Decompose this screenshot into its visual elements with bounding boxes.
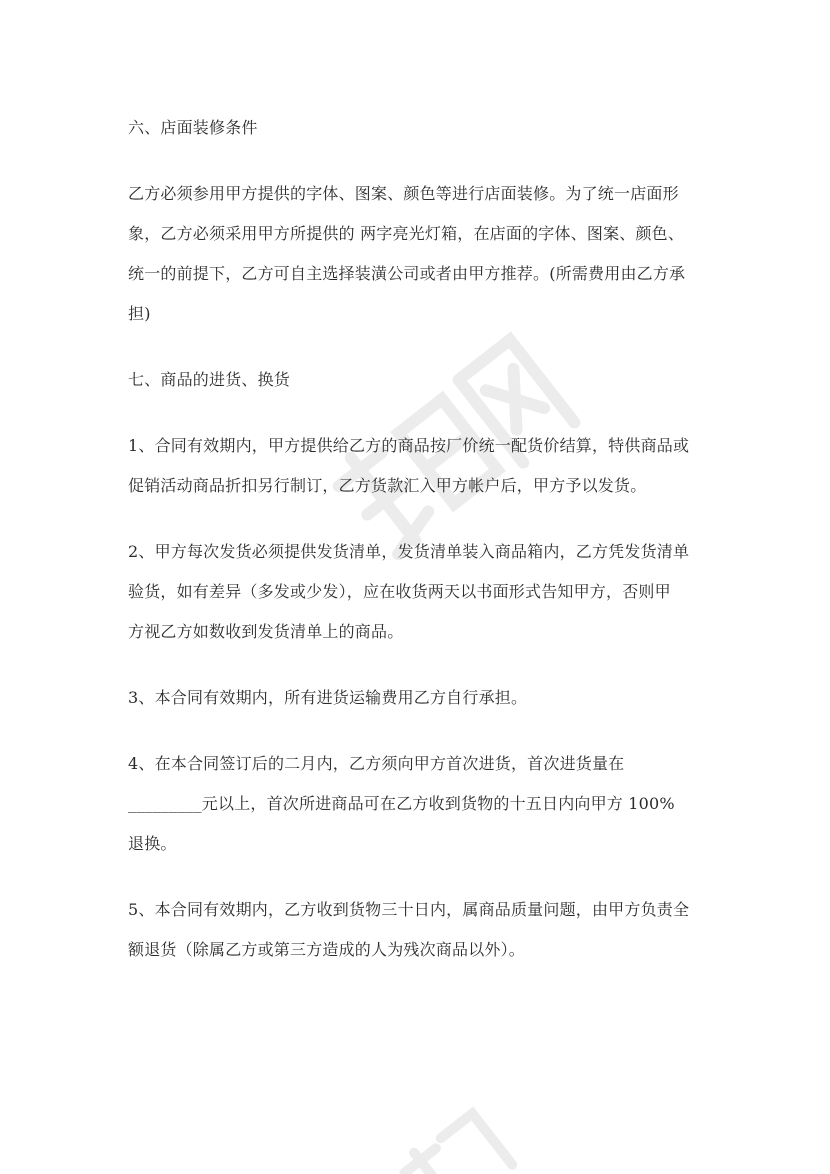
clause-2 [128,532,718,652]
clause-4 [128,744,718,864]
text-line: 额退货（除属乙方或第三方造成的人为残次商品以外）。 [128,940,526,959]
clause-1 [128,426,718,506]
text-line: 1、合同有效期内，甲方提供给乙方的商品按厂价统一配货价结算，特供商品或 [128,436,690,455]
text-line: 退换。 [128,834,177,853]
watermark-logo-bottom [380,1080,520,1174]
text-line: 担) [128,304,151,323]
clause-3 [128,678,718,718]
section-heading-6: 六、店面装修条件 [128,118,258,137]
text-line: 方视乙方如数收到发货清单上的商品。 [128,622,404,641]
clause-5 [128,890,718,970]
document-body [128,108,718,996]
text-line: 统一的前提下，乙方可自主选择装潢公司或者由甲方推荐。(所需费用由乙方承 [128,264,686,283]
text-line: 乙方必须参用甲方提供的字体、图案、颜色等进行店面装修。为了统一店面形 [128,184,679,203]
paragraph-shop-decoration [128,174,718,334]
text-line: 5、本合同有效期内，乙方收到货物三十日内，属商品质量问题，由甲方负责全 [128,900,690,919]
section-heading-7: 七、商品的进货、换货 [128,370,291,389]
text-line: _________元以上，首次所进商品可在乙方收到货物的十五日内向甲方 100% [128,794,675,813]
text-line: 4、在本合同签订后的二月内，乙方须向甲方首次进货，首次进货量在 [128,754,625,773]
text-line: 促销活动商品折扣另行制订，乙方货款汇入甲方帐户后，甲方予以发货。 [128,476,647,495]
text-line: 验货，如有差异（多发或少发），应在收货两天以书面形式告知甲方，否则甲 [128,582,671,601]
text-line: 2、甲方每次发货必须提供发货清单，发货清单装入商品箱内，乙方凭发货清单 [128,542,690,561]
text-line: 象，乙方必须采用甲方所提供的 两字亮光灯箱，在店面的字体、图案、颜色、 [128,224,685,243]
text-line: 3、本合同有效期内，所有进货运输费用乙方自行承担。 [128,688,528,707]
